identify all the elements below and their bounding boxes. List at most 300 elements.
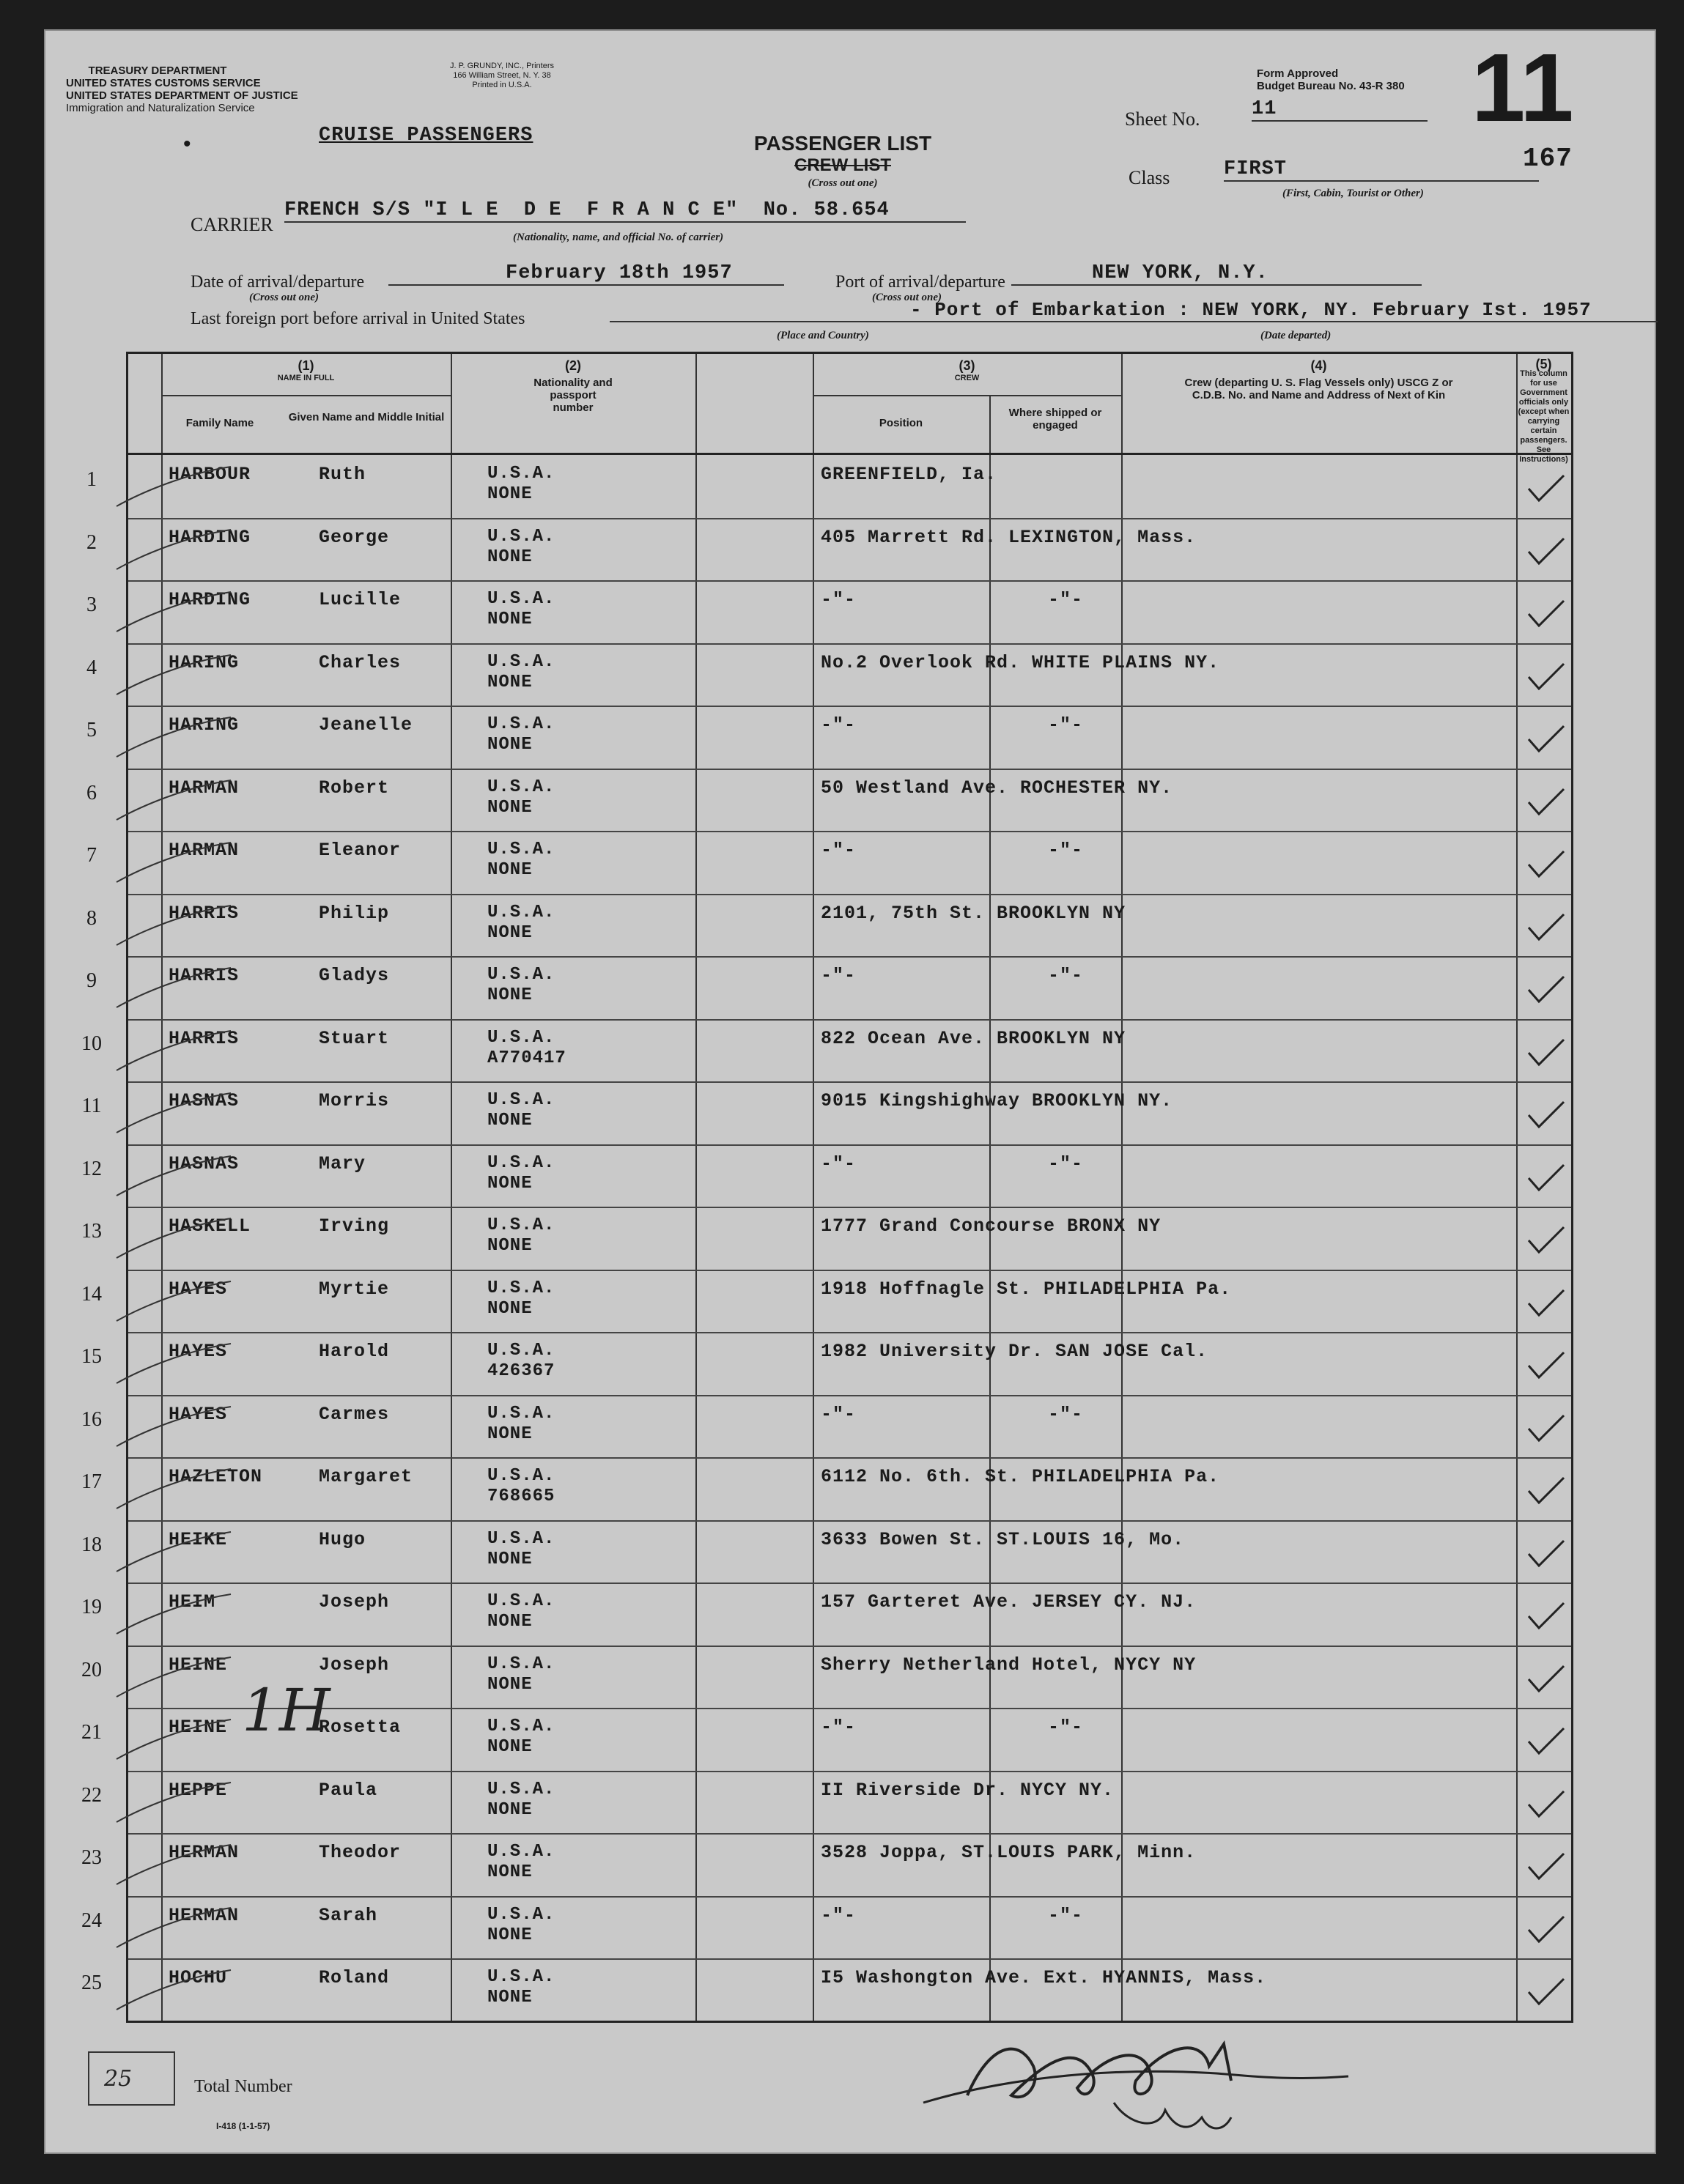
date-departed-caption: (Date departed) bbox=[1260, 330, 1332, 341]
form-code: I-418 (1-1-57) bbox=[216, 2121, 270, 2131]
given-name-cell: Ruth bbox=[319, 464, 366, 485]
family-name-cell: HARDING bbox=[169, 526, 251, 548]
form-approved bbox=[1257, 67, 1405, 92]
pencil-slash-icon bbox=[114, 1214, 238, 1265]
given-name-cell: Jeanelle bbox=[319, 714, 413, 736]
ditto-cell: -"- bbox=[1048, 840, 1084, 861]
family-name-cell: HARING bbox=[169, 651, 240, 673]
table-row bbox=[81, 1958, 1571, 2021]
family-name-cell: HEINE bbox=[169, 1654, 228, 1676]
nationality-cell: U.S.A. bbox=[487, 965, 555, 985]
position-header: Position bbox=[879, 417, 923, 429]
table-row bbox=[81, 1708, 1571, 1771]
given-name-cell: Theodor bbox=[319, 1842, 402, 1863]
given-name-cell: Margaret bbox=[319, 1466, 413, 1487]
pencil-slash-icon bbox=[114, 462, 238, 514]
checkmark-icon bbox=[1524, 1914, 1568, 1946]
checkmark-icon bbox=[1524, 1287, 1568, 1319]
cruise-passengers-label: CRUISE PASSENGERS bbox=[319, 125, 533, 147]
address-cell: No.2 Overlook Rd. WHITE PLAINS NY. bbox=[821, 651, 1220, 673]
passport-cell: NONE bbox=[487, 1236, 533, 1256]
passport-cell: A770417 bbox=[487, 1048, 566, 1068]
checkmark-icon bbox=[1524, 1162, 1568, 1194]
pencil-slash-icon bbox=[114, 1590, 238, 1641]
col1-header bbox=[161, 360, 451, 385]
carrier-label: CARRIER bbox=[191, 214, 273, 235]
address-cell: 1918 Hoffnagle St. PHILADELPHIA Pa. bbox=[821, 1278, 1232, 1300]
col2-number: (2) bbox=[565, 358, 581, 373]
printer-block bbox=[410, 62, 594, 90]
date-value: February 18th 1957 bbox=[388, 262, 784, 286]
given-name-cell: Hugo bbox=[319, 1528, 366, 1550]
agency-line: TREASURY DEPARTMENT bbox=[88, 64, 227, 77]
nationality-cell: U.S.A. bbox=[487, 1842, 555, 1862]
row-divider bbox=[128, 1207, 1571, 1208]
col3-title: CREW bbox=[954, 374, 980, 382]
checkmark-icon bbox=[1524, 1538, 1568, 1570]
row-number: 9 bbox=[86, 969, 97, 992]
family-name-cell: HAYES bbox=[169, 1278, 228, 1300]
family-name-cell: HASKELL bbox=[169, 1215, 251, 1237]
checkmark-icon bbox=[1524, 911, 1568, 944]
ditto-cell: -"- bbox=[1048, 714, 1084, 736]
passport-cell: 768665 bbox=[487, 1487, 555, 1506]
pencil-slash-icon bbox=[114, 525, 238, 577]
nationality-cell: U.S.A. bbox=[487, 1466, 555, 1486]
nationality-cell: U.S.A. bbox=[487, 1967, 555, 1987]
checkmark-icon bbox=[1524, 1663, 1568, 1695]
row-divider bbox=[128, 1646, 1571, 1647]
address-cell: 1982 University Dr. SAN JOSE Cal. bbox=[821, 1341, 1208, 1362]
col2-header bbox=[451, 360, 695, 414]
row-divider bbox=[128, 1332, 1571, 1333]
printer-line: Printed in U.S.A. bbox=[472, 81, 532, 89]
row-number: 6 bbox=[86, 781, 97, 804]
family-name-cell: HARBOUR bbox=[169, 464, 251, 485]
family-name-cell: HARDING bbox=[169, 589, 251, 610]
agency-line: UNITED STATES DEPARTMENT OF JUSTICE bbox=[66, 89, 298, 102]
checkmark-icon bbox=[1524, 1976, 1568, 2008]
nationality-cell: U.S.A. bbox=[487, 840, 555, 859]
checkmark-icon bbox=[1524, 1099, 1568, 1131]
col1-title: NAME IN FULL bbox=[277, 374, 335, 382]
row-number: 2 bbox=[86, 530, 97, 554]
address-cell: 157 Garteret Ave. JERSEY CY. NJ. bbox=[821, 1591, 1197, 1613]
pencil-slash-icon bbox=[114, 1715, 238, 1766]
pencil-slash-icon bbox=[114, 901, 238, 952]
row-divider bbox=[128, 1771, 1571, 1772]
checkmark-icon bbox=[1524, 848, 1568, 881]
address-cell: 1777 Grand Concourse BRONX NY bbox=[821, 1215, 1162, 1237]
row-number: 14 bbox=[81, 1282, 102, 1306]
passport-cell: NONE bbox=[487, 672, 533, 692]
given-name-cell: Carmes bbox=[319, 1403, 390, 1425]
nationality-cell: U.S.A. bbox=[487, 902, 555, 922]
row-number: 16 bbox=[81, 1407, 102, 1431]
family-name-cell: HAYES bbox=[169, 1403, 228, 1425]
pencil-slash-icon bbox=[114, 713, 238, 764]
checkmark-icon bbox=[1524, 473, 1568, 505]
agency-block bbox=[66, 64, 298, 114]
sheet-no-value: 11 bbox=[1252, 98, 1428, 122]
table-row bbox=[81, 1207, 1571, 1270]
checkmark-icon bbox=[1524, 598, 1568, 630]
row-number: 7 bbox=[86, 844, 97, 867]
nationality-cell: U.S.A. bbox=[487, 651, 555, 672]
passport-cell: NONE bbox=[487, 1799, 533, 1820]
pencil-slash-icon bbox=[114, 1089, 238, 1140]
col1-number: (1) bbox=[298, 358, 314, 373]
table-row bbox=[86, 518, 1571, 581]
family-name-cell: HEPPE bbox=[169, 1779, 228, 1801]
address-cell: I5 Washongton Ave. Ext. HYANNIS, Mass. bbox=[821, 1967, 1267, 1988]
family-name-cell: HAZLETON bbox=[169, 1466, 263, 1487]
nationality-cell: U.S.A. bbox=[487, 526, 555, 547]
form-approved-line: Form Approved bbox=[1257, 67, 1339, 80]
signature bbox=[909, 2015, 1392, 2147]
pencil-slash-icon bbox=[114, 1277, 238, 1328]
row-number: 24 bbox=[81, 1909, 102, 1932]
address-cell: -"- bbox=[821, 1717, 857, 1738]
date-caption: (Cross out one) bbox=[249, 292, 320, 303]
table-row bbox=[86, 769, 1571, 832]
family-name-cell: HARMAN bbox=[169, 777, 240, 799]
address-cell: II Riverside Dr. NYCY NY. bbox=[821, 1779, 1115, 1801]
family-name-cell: HARRIS bbox=[169, 965, 240, 986]
family-name-cell: HOCHU bbox=[169, 1967, 228, 1988]
row-number: 20 bbox=[81, 1658, 102, 1681]
checkmark-icon bbox=[1524, 1725, 1568, 1758]
ditto-cell: -"- bbox=[1048, 1904, 1084, 1926]
row-number: 11 bbox=[81, 1095, 102, 1117]
list-title: PASSENGER LIST bbox=[753, 132, 932, 155]
given-name-cell: Myrtie bbox=[319, 1278, 390, 1300]
address-cell: 3528 Joppa, ST.LOUIS PARK, Minn. bbox=[821, 1842, 1197, 1863]
nationality-cell: U.S.A. bbox=[487, 1403, 555, 1424]
last-port-label: Last foreign port before arrival in United States bbox=[191, 309, 525, 328]
family-name-cell: HEIKE bbox=[169, 1528, 228, 1550]
pencil-slash-icon bbox=[114, 1528, 238, 1579]
table-row bbox=[81, 1270, 1571, 1333]
address-cell: -"- bbox=[821, 714, 857, 736]
family-name-cell: HERMAN bbox=[169, 1904, 240, 1926]
address-cell: -"- bbox=[821, 840, 857, 861]
row-divider bbox=[128, 1896, 1571, 1898]
given-name-cell: George bbox=[319, 526, 390, 548]
stamp-number: 167 bbox=[1523, 144, 1573, 174]
pencil-slash-icon bbox=[114, 651, 238, 702]
passport-cell: 426367 bbox=[487, 1361, 555, 1381]
margin-annotation: 1H bbox=[242, 1676, 330, 1744]
date-label: Date of arrival/departure bbox=[191, 273, 365, 292]
checkmark-icon bbox=[1524, 723, 1568, 755]
row-number: 10 bbox=[81, 1032, 102, 1055]
pencil-slash-icon bbox=[114, 1653, 238, 1704]
given-name-cell: Morris bbox=[319, 1090, 390, 1111]
row-divider bbox=[128, 1958, 1571, 1960]
pencil-slash-icon bbox=[114, 588, 238, 639]
table-row bbox=[81, 1520, 1571, 1583]
row-number: 13 bbox=[81, 1220, 102, 1243]
given-name-cell: Paula bbox=[319, 1779, 378, 1801]
col5-header bbox=[1516, 357, 1571, 464]
row-number: 22 bbox=[81, 1783, 102, 1807]
address-cell: 2101, 75th St. BROOKLYN NY bbox=[821, 902, 1126, 924]
given-name-cell: Joseph bbox=[319, 1654, 390, 1676]
row-number: 4 bbox=[86, 656, 97, 679]
given-name-cell: Joseph bbox=[319, 1591, 390, 1613]
given-name-cell: Sarah bbox=[319, 1904, 378, 1926]
family-name-cell: HARRIS bbox=[169, 1027, 240, 1049]
shipped-header: Where shipped or engaged bbox=[1008, 407, 1102, 432]
passport-cell: NONE bbox=[487, 1424, 533, 1444]
row-divider bbox=[128, 1583, 1571, 1584]
family-name-cell: HAYES bbox=[169, 1341, 228, 1362]
passport-cell: NONE bbox=[487, 610, 533, 629]
family-name-cell: HERMAN bbox=[169, 1842, 240, 1863]
row-divider bbox=[128, 1144, 1571, 1146]
table-row bbox=[81, 1833, 1571, 1896]
passport-cell: NONE bbox=[487, 1612, 533, 1632]
printer-line: 166 William Street, N. Y. 38 bbox=[453, 71, 551, 80]
form-approved-line: Budget Bureau No. 43-R 380 bbox=[1257, 80, 1405, 92]
table-row bbox=[81, 1144, 1571, 1207]
total-box bbox=[88, 2051, 175, 2106]
checkmark-icon bbox=[1524, 974, 1568, 1006]
nationality-cell: U.S.A. bbox=[487, 714, 555, 734]
pencil-slash-icon bbox=[114, 1966, 238, 2017]
row-divider bbox=[128, 643, 1571, 645]
row-number: 12 bbox=[81, 1157, 102, 1180]
row-divider bbox=[128, 518, 1571, 519]
family-name-header: Family Name bbox=[185, 417, 254, 429]
family-name-cell: HASNAS bbox=[169, 1090, 240, 1111]
table-row bbox=[86, 706, 1571, 769]
passport-cell: NONE bbox=[487, 1173, 533, 1193]
table-row bbox=[86, 894, 1571, 957]
pencil-slash-icon bbox=[114, 1152, 238, 1203]
table-row bbox=[86, 956, 1571, 1019]
col4-title: Crew (departing U. S. Flag Vessels only) USCG Z or C.D.B. No. and Name and Address of Next of Kin bbox=[1184, 377, 1453, 401]
checkmark-icon bbox=[1524, 536, 1568, 568]
checkmark-icon bbox=[1524, 1475, 1568, 1507]
pencil-slash-icon bbox=[114, 1402, 238, 1454]
port-label: Port of arrival/departure bbox=[835, 273, 1005, 292]
row-divider bbox=[128, 894, 1571, 895]
table-row bbox=[81, 1332, 1571, 1395]
passport-cell: NONE bbox=[487, 1925, 533, 1945]
passport-cell: NONE bbox=[487, 985, 533, 1005]
printer-line: J. P. GRUNDY, INC., Printers bbox=[449, 62, 555, 70]
pencil-slash-icon bbox=[114, 1026, 238, 1078]
row-divider bbox=[128, 956, 1571, 958]
given-name-cell: Philip bbox=[319, 902, 390, 924]
table-row bbox=[81, 1583, 1571, 1646]
family-name-cell: HARING bbox=[169, 714, 240, 736]
col4-header bbox=[1121, 360, 1516, 401]
row-number: 1 bbox=[86, 468, 97, 491]
nationality-cell: U.S.A. bbox=[487, 1591, 555, 1611]
given-name-header: Given Name and Middle Initial bbox=[288, 411, 445, 423]
address-cell: -"- bbox=[821, 1403, 857, 1425]
passport-cell: NONE bbox=[487, 1674, 533, 1695]
ditto-cell: -"- bbox=[1048, 1152, 1084, 1174]
total-label: Total Number bbox=[194, 2077, 292, 2096]
address-cell: Sherry Netherland Hotel, NYCY NY bbox=[821, 1654, 1197, 1676]
row-divider bbox=[128, 1833, 1571, 1835]
col4-number: (4) bbox=[1310, 358, 1327, 373]
family-name-cell: HARMAN bbox=[169, 840, 240, 861]
row-divider bbox=[128, 706, 1571, 707]
list-subtitle: CREW LIST bbox=[794, 155, 891, 175]
checkmark-icon bbox=[1524, 1600, 1568, 1632]
checkmark-icon bbox=[1524, 1224, 1568, 1256]
passport-cell: NONE bbox=[487, 860, 533, 880]
last-port-value: - Port of Embarkation : NEW YORK, NY. February Ist. 1957 bbox=[610, 299, 1658, 322]
table-row bbox=[86, 831, 1571, 894]
given-name-cell: Harold bbox=[319, 1341, 390, 1362]
table-row bbox=[86, 455, 1571, 518]
passport-cell: NONE bbox=[487, 1298, 533, 1319]
bullet-mark: • bbox=[183, 132, 191, 156]
col3-number: (3) bbox=[959, 358, 975, 373]
address-cell: GREENFIELD, Ia. bbox=[821, 464, 997, 485]
cross-out-caption: (Cross out one) bbox=[808, 177, 878, 189]
ditto-cell: -"- bbox=[1048, 589, 1084, 610]
nationality-cell: U.S.A. bbox=[487, 589, 555, 609]
passport-cell: NONE bbox=[487, 1111, 533, 1130]
pencil-slash-icon bbox=[114, 1840, 238, 1892]
col2-title: Nationality and passport number bbox=[533, 377, 613, 414]
row-divider bbox=[128, 1520, 1571, 1522]
row-number: 18 bbox=[81, 1533, 102, 1556]
col5-title: This column for use Government officials only (except when carrying certain passengers. See Instructions) bbox=[1518, 369, 1570, 464]
sheet-big-number: 11 bbox=[1471, 34, 1574, 141]
row-divider bbox=[128, 1019, 1571, 1021]
nationality-cell: U.S.A. bbox=[487, 1904, 555, 1925]
given-name-cell: Gladys bbox=[319, 965, 390, 986]
carrier-value: FRENCH S/S "I L E D E F R A N C E" No. 58.654 bbox=[284, 199, 966, 223]
passport-cell: NONE bbox=[487, 547, 533, 567]
checkmark-icon bbox=[1524, 786, 1568, 818]
sheet-no-label: Sheet No. bbox=[1125, 108, 1200, 130]
table-row bbox=[81, 1457, 1571, 1520]
given-name-cell: Charles bbox=[319, 651, 402, 673]
address-cell: -"- bbox=[821, 965, 857, 986]
nationality-cell: U.S.A. bbox=[487, 1779, 555, 1799]
address-cell: 405 Marrett Rd. LEXINGTON, Mass. bbox=[821, 526, 1197, 548]
nationality-cell: U.S.A. bbox=[487, 464, 555, 484]
given-name-cell: Mary bbox=[319, 1152, 366, 1174]
table-row bbox=[81, 1081, 1571, 1144]
checkmark-icon bbox=[1524, 1350, 1568, 1382]
row-number: 19 bbox=[81, 1596, 102, 1618]
address-cell: 50 Westland Ave. ROCHESTER NY. bbox=[821, 777, 1173, 799]
given-name-cell: Eleanor bbox=[319, 840, 402, 861]
passport-cell: NONE bbox=[487, 484, 533, 504]
class-label: Class bbox=[1129, 167, 1170, 188]
nationality-cell: U.S.A. bbox=[487, 1654, 555, 1674]
pencil-slash-icon bbox=[114, 776, 238, 827]
pencil-slash-icon bbox=[114, 963, 238, 1015]
row-number: 15 bbox=[81, 1345, 102, 1368]
row-divider bbox=[128, 1395, 1571, 1396]
row-number: 23 bbox=[81, 1846, 102, 1869]
given-name-cell: Irving bbox=[319, 1215, 390, 1237]
total-value: 25 bbox=[104, 2066, 133, 2092]
checkmark-icon bbox=[1524, 1413, 1568, 1445]
address-cell: -"- bbox=[821, 1904, 857, 1926]
table-row bbox=[81, 1896, 1571, 1959]
class-value: FIRST bbox=[1224, 158, 1539, 182]
pencil-slash-icon bbox=[114, 1903, 238, 1955]
address-cell: -"- bbox=[821, 589, 857, 610]
col5-number: (5) bbox=[1535, 357, 1552, 371]
passport-cell: NONE bbox=[487, 922, 533, 943]
row-divider bbox=[128, 831, 1571, 832]
given-name-cell: Robert bbox=[319, 777, 390, 799]
header-divider bbox=[161, 395, 451, 396]
nationality-cell: U.S.A. bbox=[487, 777, 555, 797]
checkmark-icon bbox=[1524, 1037, 1568, 1069]
carrier-caption: (Nationality, name, and official No. of carrier) bbox=[513, 232, 724, 243]
given-name-cell: Stuart bbox=[319, 1027, 390, 1049]
table-row bbox=[86, 643, 1571, 706]
pencil-slash-icon bbox=[114, 1778, 238, 1829]
passport-cell: NONE bbox=[487, 1988, 533, 2007]
row-divider bbox=[128, 580, 1571, 582]
address-cell: -"- bbox=[821, 1152, 857, 1174]
nationality-cell: U.S.A. bbox=[487, 1027, 555, 1048]
family-name-cell: HARRIS bbox=[169, 902, 240, 924]
row-divider bbox=[128, 769, 1571, 770]
row-number: 17 bbox=[81, 1470, 102, 1493]
given-name-cell: Lucille bbox=[319, 589, 402, 610]
row-divider bbox=[128, 1270, 1571, 1271]
address-cell: 822 Ocean Ave. BROOKLYN NY bbox=[821, 1027, 1126, 1049]
address-cell: 3633 Bowen St. ST.LOUIS 16, Mo. bbox=[821, 1528, 1185, 1550]
row-number: 8 bbox=[86, 906, 97, 930]
agency-line: Immigration and Naturalization Service bbox=[66, 102, 255, 114]
nationality-cell: U.S.A. bbox=[487, 1215, 555, 1235]
row-number: 21 bbox=[81, 1721, 102, 1744]
passport-cell: NONE bbox=[487, 1862, 533, 1882]
col3-header bbox=[813, 360, 1121, 385]
table-row bbox=[81, 1771, 1571, 1834]
row-number: 25 bbox=[81, 1972, 102, 1994]
place-caption: (Place and Country) bbox=[777, 330, 869, 341]
pencil-slash-icon bbox=[114, 1465, 238, 1516]
nationality-cell: U.S.A. bbox=[487, 1341, 555, 1361]
row-divider bbox=[128, 1708, 1571, 1709]
pencil-slash-icon bbox=[114, 838, 238, 889]
row-number: 3 bbox=[86, 593, 97, 616]
passport-cell: NONE bbox=[487, 797, 533, 818]
nationality-cell: U.S.A. bbox=[487, 1278, 555, 1298]
table-row bbox=[86, 580, 1571, 643]
port-value: NEW YORK, N.Y. bbox=[1011, 262, 1422, 286]
family-name-cell: HEIM bbox=[169, 1591, 216, 1613]
nationality-cell: U.S.A. bbox=[487, 1528, 555, 1549]
header-divider bbox=[813, 395, 1121, 396]
given-name-cell: Rosetta bbox=[319, 1717, 402, 1738]
family-name-cell: HASNAS bbox=[169, 1152, 240, 1174]
checkmark-icon bbox=[1524, 661, 1568, 693]
address-cell: 9015 Kingshighway BROOKLYN NY. bbox=[821, 1090, 1173, 1111]
nationality-cell: U.S.A. bbox=[487, 1717, 555, 1736]
row-divider bbox=[128, 1457, 1571, 1459]
port-caption: (Cross out one) bbox=[872, 292, 942, 303]
